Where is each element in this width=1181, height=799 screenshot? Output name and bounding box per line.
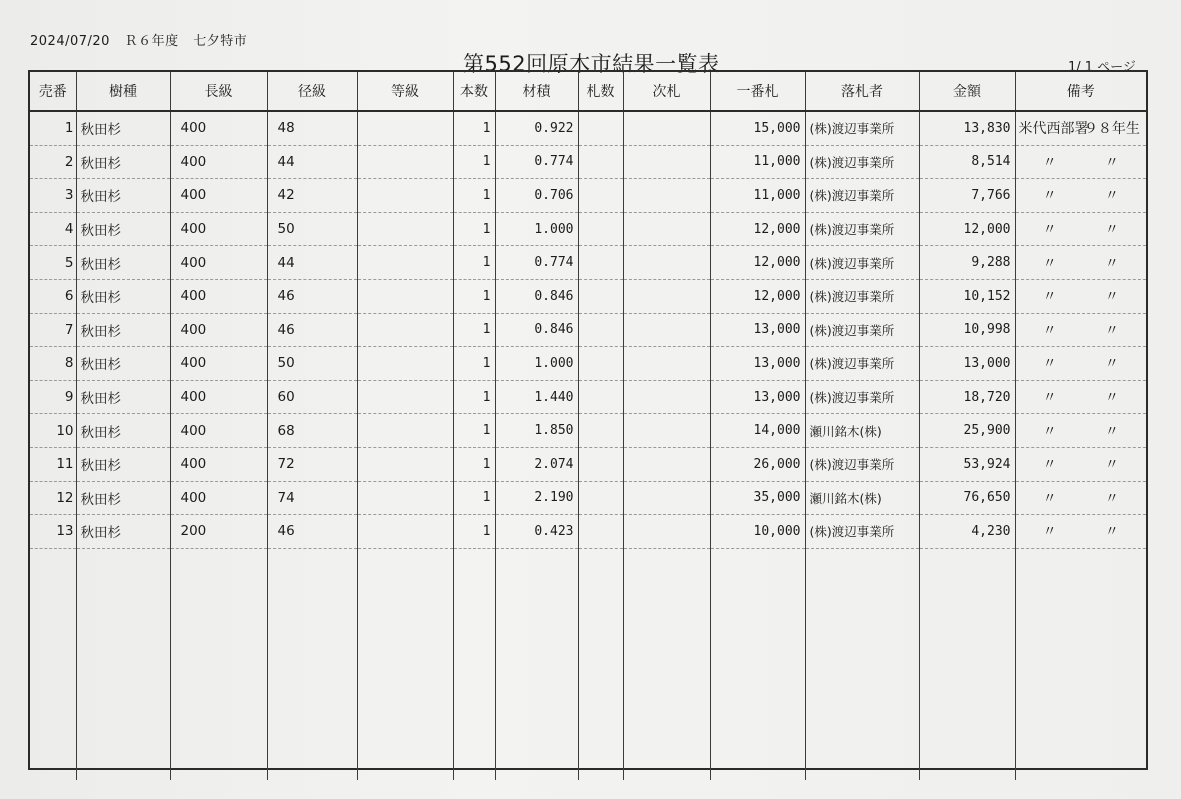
diameter-cell: 44 [267, 246, 357, 280]
count-cell: 1 [453, 447, 495, 481]
count-cell: 1 [453, 515, 495, 549]
volume-cell: 0.423 [495, 515, 578, 549]
top-bid-cell: 10,000 [710, 515, 805, 549]
amount-cell: 13,830 [919, 111, 1015, 145]
empty-cell [357, 548, 453, 780]
amount-cell: 4,230 [919, 515, 1015, 549]
length-cell: 400 [170, 212, 267, 246]
empty-cell [805, 548, 919, 780]
next-bid-cell [623, 179, 710, 213]
next-bid-cell [623, 212, 710, 246]
page-number: 1/ 1 ページ [1068, 60, 1136, 75]
sale-no-cell: 7 [30, 313, 76, 347]
count-cell: 1 [453, 246, 495, 280]
grade-cell [357, 481, 453, 515]
winner-cell: (株)渡辺事業所 [805, 347, 919, 381]
length-cell: 200 [170, 515, 267, 549]
length-cell: 400 [170, 447, 267, 481]
grade-cell [357, 313, 453, 347]
remarks-cell [1015, 447, 1146, 481]
species-cell: 秋田杉 [76, 515, 170, 549]
remark-age: 〃 [1104, 289, 1119, 306]
remark-origin: 〃 [1042, 356, 1057, 373]
amount-cell: 25,900 [919, 414, 1015, 448]
sale-no-cell: 9 [30, 380, 76, 414]
grade-cell [357, 179, 453, 213]
table-header-row [30, 72, 1146, 111]
length-cell: 400 [170, 380, 267, 414]
remarks-cell [1015, 515, 1146, 549]
remark-origin: 〃 [1042, 255, 1057, 272]
top-bid-cell: 13,000 [710, 313, 805, 347]
winner-cell: 瀬川銘木(株) [805, 414, 919, 448]
volume-cell: 1.000 [495, 212, 578, 246]
top-bid-cell: 13,000 [710, 347, 805, 381]
top-bid-cell: 12,000 [710, 279, 805, 313]
remarks-cell [1015, 246, 1146, 280]
winner-cell: (株)渡辺事業所 [805, 279, 919, 313]
remark-age: ９８年生 [1083, 121, 1140, 138]
top-bid-cell: 35,000 [710, 481, 805, 515]
diameter-cell: 74 [267, 481, 357, 515]
remarks-cell [1015, 313, 1146, 347]
remark-age: 〃 [1104, 255, 1119, 272]
length-cell: 400 [170, 347, 267, 381]
remarks-cell [1015, 279, 1146, 313]
table-row [30, 414, 1146, 448]
grade-cell [357, 447, 453, 481]
species-cell: 秋田杉 [76, 380, 170, 414]
table-row [30, 515, 1146, 549]
grade-cell [357, 111, 453, 145]
empty-cell [453, 548, 495, 780]
amount-cell: 8,514 [919, 145, 1015, 179]
winner-cell: (株)渡辺事業所 [805, 212, 919, 246]
bid-count-cell [578, 447, 623, 481]
remarks-cell [1015, 111, 1146, 145]
count-cell: 1 [453, 111, 495, 145]
species-cell: 秋田杉 [76, 111, 170, 145]
grade-cell [357, 212, 453, 246]
remarks-cell [1015, 145, 1146, 179]
print-date: 2024/07/20 [30, 34, 110, 49]
table-row [30, 179, 1146, 213]
remarks-cell [1015, 414, 1146, 448]
col-amount-header: 金額 [919, 72, 1015, 111]
col-top-bid-header: 一番札 [710, 72, 805, 111]
top-bid-cell: 12,000 [710, 212, 805, 246]
grade-cell [357, 279, 453, 313]
table-row [30, 145, 1146, 179]
top-bid-cell: 14,000 [710, 414, 805, 448]
species-cell: 秋田杉 [76, 279, 170, 313]
remark-age: 〃 [1104, 457, 1119, 474]
table-row [30, 246, 1146, 280]
winner-cell: (株)渡辺事業所 [805, 145, 919, 179]
length-cell: 400 [170, 145, 267, 179]
count-cell: 1 [453, 347, 495, 381]
next-bid-cell [623, 313, 710, 347]
remark-origin: 〃 [1042, 524, 1057, 541]
count-cell: 1 [453, 179, 495, 213]
remarks-cell [1015, 380, 1146, 414]
empty-cell [1015, 548, 1146, 780]
length-cell: 400 [170, 179, 267, 213]
top-bid-cell: 15,000 [710, 111, 805, 145]
diameter-cell: 68 [267, 414, 357, 448]
grade-cell [357, 145, 453, 179]
volume-cell: 2.190 [495, 481, 578, 515]
diameter-cell: 46 [267, 313, 357, 347]
amount-cell: 10,152 [919, 279, 1015, 313]
winner-cell: (株)渡辺事業所 [805, 313, 919, 347]
amount-cell: 10,998 [919, 313, 1015, 347]
col-bid-count-header: 札数 [578, 72, 623, 111]
length-cell: 400 [170, 279, 267, 313]
length-cell: 400 [170, 414, 267, 448]
count-cell: 1 [453, 380, 495, 414]
remark-age: 〃 [1104, 390, 1119, 407]
col-volume-header: 材積 [495, 72, 578, 111]
bid-count-cell [578, 212, 623, 246]
sale-no-cell: 12 [30, 481, 76, 515]
next-bid-cell [623, 347, 710, 381]
next-bid-cell [623, 414, 710, 448]
winner-cell: (株)渡辺事業所 [805, 179, 919, 213]
count-cell: 1 [453, 212, 495, 246]
page-title: 第552回原木市結果一覧表 [463, 52, 720, 76]
remark-age: 〃 [1104, 188, 1119, 205]
table-row [30, 481, 1146, 515]
col-grade-header: 等級 [357, 72, 453, 111]
sale-no-cell: 4 [30, 212, 76, 246]
bid-count-cell [578, 111, 623, 145]
remark-origin: 〃 [1042, 490, 1057, 507]
diameter-cell: 46 [267, 515, 357, 549]
winner-cell: 瀬川銘木(株) [805, 481, 919, 515]
bid-count-cell [578, 347, 623, 381]
remark-origin: 〃 [1042, 222, 1057, 239]
sale-no-cell: 2 [30, 145, 76, 179]
empty-cell [76, 548, 170, 780]
species-cell: 秋田杉 [76, 179, 170, 213]
bid-count-cell [578, 481, 623, 515]
diameter-cell: 44 [267, 145, 357, 179]
grade-cell [357, 414, 453, 448]
bid-count-cell [578, 515, 623, 549]
table-row [30, 380, 1146, 414]
amount-cell: 13,000 [919, 347, 1015, 381]
sale-no-cell: 13 [30, 515, 76, 549]
fiscal-year: Ｒ６年度 [124, 34, 179, 49]
count-cell: 1 [453, 414, 495, 448]
empty-area-row [30, 548, 1146, 780]
winner-cell: (株)渡辺事業所 [805, 447, 919, 481]
remark-origin: 〃 [1042, 457, 1057, 474]
header-info [30, 30, 257, 49]
remarks-cell [1015, 179, 1146, 213]
table-row [30, 347, 1146, 381]
volume-cell: 0.774 [495, 246, 578, 280]
empty-cell [267, 548, 357, 780]
remark-age: 〃 [1104, 423, 1119, 440]
empty-cell [623, 548, 710, 780]
col-next-bid-header: 次札 [623, 72, 710, 111]
col-sale-no-header: 売番 [30, 72, 76, 111]
amount-cell: 12,000 [919, 212, 1015, 246]
species-cell: 秋田杉 [76, 481, 170, 515]
remark-origin: 〃 [1042, 154, 1057, 171]
diameter-cell: 50 [267, 212, 357, 246]
winner-cell: (株)渡辺事業所 [805, 515, 919, 549]
table-row [30, 212, 1146, 246]
col-count-header: 本数 [453, 72, 495, 111]
volume-cell: 0.846 [495, 279, 578, 313]
diameter-cell: 46 [267, 279, 357, 313]
bid-count-cell [578, 246, 623, 280]
market-name: 七夕特市 [193, 34, 248, 49]
amount-cell: 18,720 [919, 380, 1015, 414]
next-bid-cell [623, 447, 710, 481]
sale-no-cell: 10 [30, 414, 76, 448]
top-bid-cell: 11,000 [710, 179, 805, 213]
amount-cell: 53,924 [919, 447, 1015, 481]
col-remarks-header: 備考 [1015, 72, 1146, 111]
volume-cell: 0.706 [495, 179, 578, 213]
remark-origin: 〃 [1042, 289, 1057, 306]
remark-age: 〃 [1104, 222, 1119, 239]
length-cell: 400 [170, 111, 267, 145]
results-sheet [28, 70, 1148, 770]
remark-age: 〃 [1104, 524, 1119, 541]
col-winner-header: 落札者 [805, 72, 919, 111]
grade-cell [357, 380, 453, 414]
diameter-cell: 60 [267, 380, 357, 414]
grade-cell [357, 246, 453, 280]
next-bid-cell [623, 481, 710, 515]
table-row [30, 447, 1146, 481]
length-cell: 400 [170, 481, 267, 515]
species-cell: 秋田杉 [76, 447, 170, 481]
diameter-cell: 50 [267, 347, 357, 381]
col-species-header: 樹種 [76, 72, 170, 111]
remark-age: 〃 [1104, 356, 1119, 373]
sale-no-cell: 5 [30, 246, 76, 280]
volume-cell: 2.074 [495, 447, 578, 481]
sale-no-cell: 6 [30, 279, 76, 313]
volume-cell: 0.846 [495, 313, 578, 347]
amount-cell: 76,650 [919, 481, 1015, 515]
remark-origin: 〃 [1042, 423, 1057, 440]
col-length-header: 長級 [170, 72, 267, 111]
empty-cell [919, 548, 1015, 780]
bid-count-cell [578, 179, 623, 213]
volume-cell: 0.774 [495, 145, 578, 179]
amount-cell: 9,288 [919, 246, 1015, 280]
diameter-cell: 42 [267, 179, 357, 213]
remark-origin: 〃 [1042, 390, 1057, 407]
next-bid-cell [623, 279, 710, 313]
empty-cell [30, 548, 76, 780]
bid-count-cell [578, 414, 623, 448]
remarks-cell [1015, 481, 1146, 515]
remark-origin: 米代西部署 [1018, 121, 1089, 138]
empty-cell [170, 548, 267, 780]
next-bid-cell [623, 380, 710, 414]
winner-cell: (株)渡辺事業所 [805, 246, 919, 280]
volume-cell: 1.440 [495, 380, 578, 414]
remarks-cell [1015, 347, 1146, 381]
next-bid-cell [623, 111, 710, 145]
col-diameter-header: 径級 [267, 72, 357, 111]
sale-no-cell: 3 [30, 179, 76, 213]
bid-count-cell [578, 313, 623, 347]
length-cell: 400 [170, 313, 267, 347]
remark-age: 〃 [1104, 322, 1119, 339]
table-row [30, 313, 1146, 347]
remarks-cell [1015, 212, 1146, 246]
count-cell: 1 [453, 313, 495, 347]
count-cell: 1 [453, 145, 495, 179]
count-cell: 1 [453, 481, 495, 515]
volume-cell: 1.850 [495, 414, 578, 448]
empty-cell [495, 548, 578, 780]
bid-count-cell [578, 380, 623, 414]
diameter-cell: 48 [267, 111, 357, 145]
grade-cell [357, 347, 453, 381]
results-table [30, 72, 1146, 780]
species-cell: 秋田杉 [76, 145, 170, 179]
top-bid-cell: 11,000 [710, 145, 805, 179]
table-row [30, 111, 1146, 145]
sale-no-cell: 1 [30, 111, 76, 145]
amount-cell: 7,766 [919, 179, 1015, 213]
top-bid-cell: 12,000 [710, 246, 805, 280]
species-cell: 秋田杉 [76, 212, 170, 246]
remark-age: 〃 [1104, 154, 1119, 171]
sale-no-cell: 8 [30, 347, 76, 381]
diameter-cell: 72 [267, 447, 357, 481]
remark-origin: 〃 [1042, 188, 1057, 205]
volume-cell: 0.922 [495, 111, 578, 145]
top-bid-cell: 26,000 [710, 447, 805, 481]
bid-count-cell [578, 279, 623, 313]
length-cell: 400 [170, 246, 267, 280]
grade-cell [357, 515, 453, 549]
next-bid-cell [623, 145, 710, 179]
species-cell: 秋田杉 [76, 246, 170, 280]
top-bid-cell: 13,000 [710, 380, 805, 414]
empty-cell [578, 548, 623, 780]
species-cell: 秋田杉 [76, 347, 170, 381]
remark-origin: 〃 [1042, 322, 1057, 339]
species-cell: 秋田杉 [76, 414, 170, 448]
winner-cell: (株)渡辺事業所 [805, 111, 919, 145]
empty-cell [710, 548, 805, 780]
remark-age: 〃 [1104, 490, 1119, 507]
next-bid-cell [623, 515, 710, 549]
species-cell: 秋田杉 [76, 313, 170, 347]
next-bid-cell [623, 246, 710, 280]
winner-cell: (株)渡辺事業所 [805, 380, 919, 414]
count-cell: 1 [453, 279, 495, 313]
bid-count-cell [578, 145, 623, 179]
volume-cell: 1.000 [495, 347, 578, 381]
table-row [30, 279, 1146, 313]
sale-no-cell: 11 [30, 447, 76, 481]
